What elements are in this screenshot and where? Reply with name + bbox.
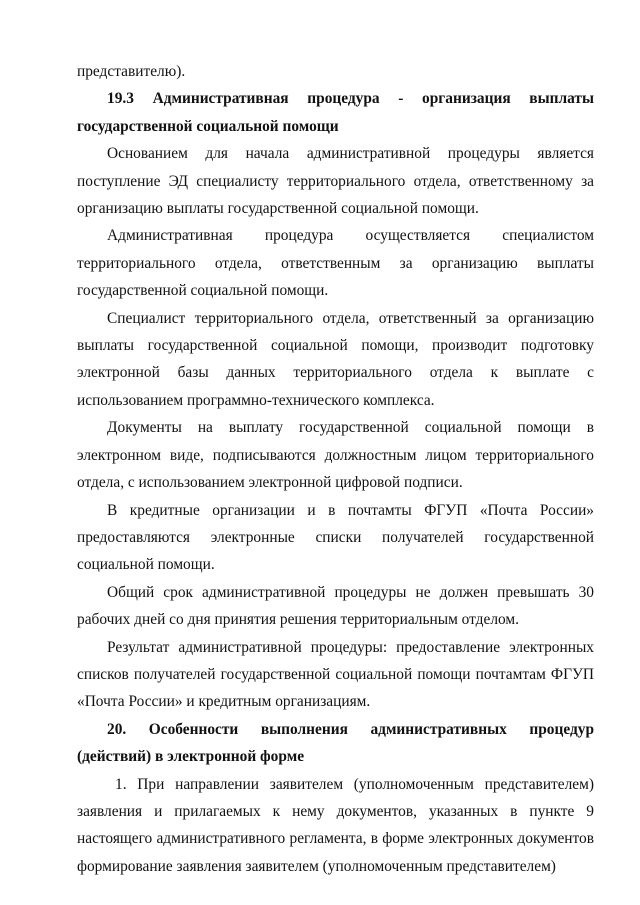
paragraph-procedure-performer: Административная процедура осуществляется специалистом территориального отдела, ответственным за организацию выплаты государственной социальной помощи. <box>77 227 594 300</box>
paragraph-lists-provision: В кредитные организации и в почтамты ФГУП «Почта России» предоставляются электронные списки получателей государственной социальной помощи. <box>77 501 594 574</box>
document-body <box>77 58 594 880</box>
paragraph-basis: Основанием для начала административной процедуры является поступление ЭД специалисту территориального отдела, ответственному за организацию выплаты государственной социальной помощи. <box>77 145 594 218</box>
paragraph-database-preparation: Специалист территориального отдела, ответственный за организацию выплаты государственной социальной помощи, производит подготовку электронной базы данных территориального отдела к выплате с использованием программно-технического комплекса. <box>77 309 594 409</box>
section-20-heading: 20. Особенности выполнения административных процедур (действий) в электронной форме <box>77 720 594 766</box>
continuation-text: представителю). <box>77 63 186 80</box>
section-19-3-heading-line1: 19.3 Административная процедура - организация выплаты <box>107 90 594 108</box>
paragraph-documents-signing: Документы на выплату государственной социальной помощи в электронном виде, подписываются должностным лицом территориального отдела, с использованием электронной цифровой подписи. <box>77 419 594 492</box>
list-item-1: 1. При направлении заявителем (уполномоченным представителем) заявления и прилагаемых к нему документов, указанных в пункте 9 настоящего административного регламента, в форме электронных документов формирование заявления заявителем (уполномоченным представителем) <box>77 775 594 875</box>
paragraph-result: Результат административной процедуры: предоставление электронных списков получателей государственной социальной помощи почтамтам ФГУП «Почта России» и кредитным организациям. <box>77 638 594 711</box>
section-19-3-heading-line2: государственной социальной помощи <box>77 117 339 135</box>
paragraph-time-limit: Общий срок административной процедуры не должен превышать 30 рабочих дней со дня принятия решения территориальным отделом. <box>77 583 594 629</box>
